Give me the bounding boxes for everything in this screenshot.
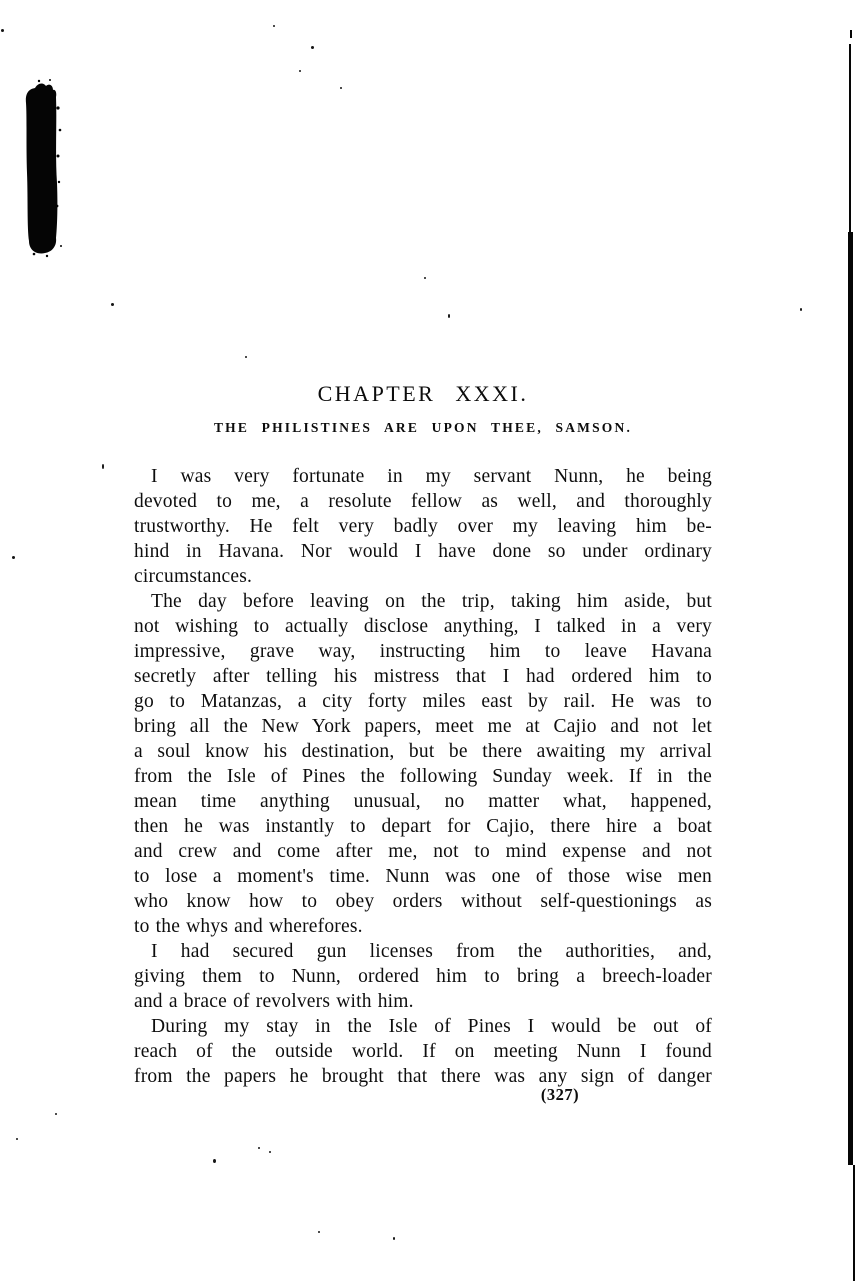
scan-speck [111,303,114,306]
scan-speck [258,1147,260,1149]
text-line: I had secured gun licenses from the authorities, and, [151,941,712,962]
text-line: giving them to Nunn, ordered him to bring a breech-loader [134,966,712,987]
scan-speck [340,87,342,89]
text-line: reach of the outside world. If on meeting Nunn I found [134,1041,712,1062]
text-line: secretly after telling his mistress that I had ordered him to [134,666,712,687]
scan-speck [55,1113,57,1115]
text-line: then he was instantly to depart for Cajio, there hire a boat [134,816,712,837]
scan-speck [424,277,426,279]
text-line: from the papers he brought that there was any sign of danger [134,1066,712,1087]
page-edge-line-upper [849,44,851,232]
scan-speck [12,556,15,559]
scan-speck [245,356,247,358]
scan-speck [16,1138,18,1140]
text-line: not wishing to actually disclose anything, I talked in a very [134,616,712,637]
text-line: from the Isle of Pines the following Sunday week. If in the [134,766,712,787]
ink-blot-artifact [17,78,65,258]
text-line: devoted to me, a resolute fellow as well, and thoroughly [134,491,712,512]
scan-speck [269,1151,271,1153]
text-line: a soul know his destination, but be there awaiting my arrival [134,741,712,762]
scan-speck [213,1159,216,1163]
text-line: hind in Havana. Nor would I have done so under ordinary [134,541,712,562]
scan-speck [311,46,314,49]
text-line: to lose a moment's time. Nunn was one of those wise men [134,866,712,887]
text-line: who know how to obey orders without self-questionings as [134,891,712,912]
page-text [134,464,712,1089]
page-edge-line-thick [848,232,853,1165]
scan-speck [448,314,450,318]
text-line: and crew and come after me, not to mind expense and not [134,841,712,862]
scan-speck [1,29,4,32]
text-line: trustworthy. He felt very badly over my leaving him be- [134,516,712,537]
scan-speck [800,308,802,311]
scan-speck [318,1231,320,1233]
text-line: to the whys and wherefores. [134,916,363,937]
chapter-heading: CHAPTER XXXI. [317,381,529,406]
text-line: During my stay in the Isle of Pines I would be out of [151,1016,712,1037]
text-line: and a brace of revolvers with him. [134,991,414,1012]
text-line: bring all the New York papers, meet me at Cajio and not let [134,716,712,737]
text-line: mean time anything unusual, no matter what, happened, [134,791,712,812]
page-number: (327) [540,1085,580,1104]
page-edge-line-lower [853,1165,855,1281]
text-line: impressive, grave way, instructing him to leave Havana [134,641,712,662]
page-edge-line-top [850,30,852,38]
text-line: I was very fortunate in my servant Nunn, he being [151,466,712,487]
scan-speck [102,464,104,469]
text-line: go to Matanzas, a city forty miles east by rail. He was to [134,691,712,712]
chapter-subtitle: THE PHILISTINES ARE UPON THEE, SAMSON. [213,420,633,435]
scan-speck [393,1237,395,1240]
text-line: circumstances. [134,566,253,587]
text-line: The day before leaving on the trip, taking him aside, but [151,591,712,612]
scan-speck [299,70,301,72]
scan-speck [273,25,275,27]
